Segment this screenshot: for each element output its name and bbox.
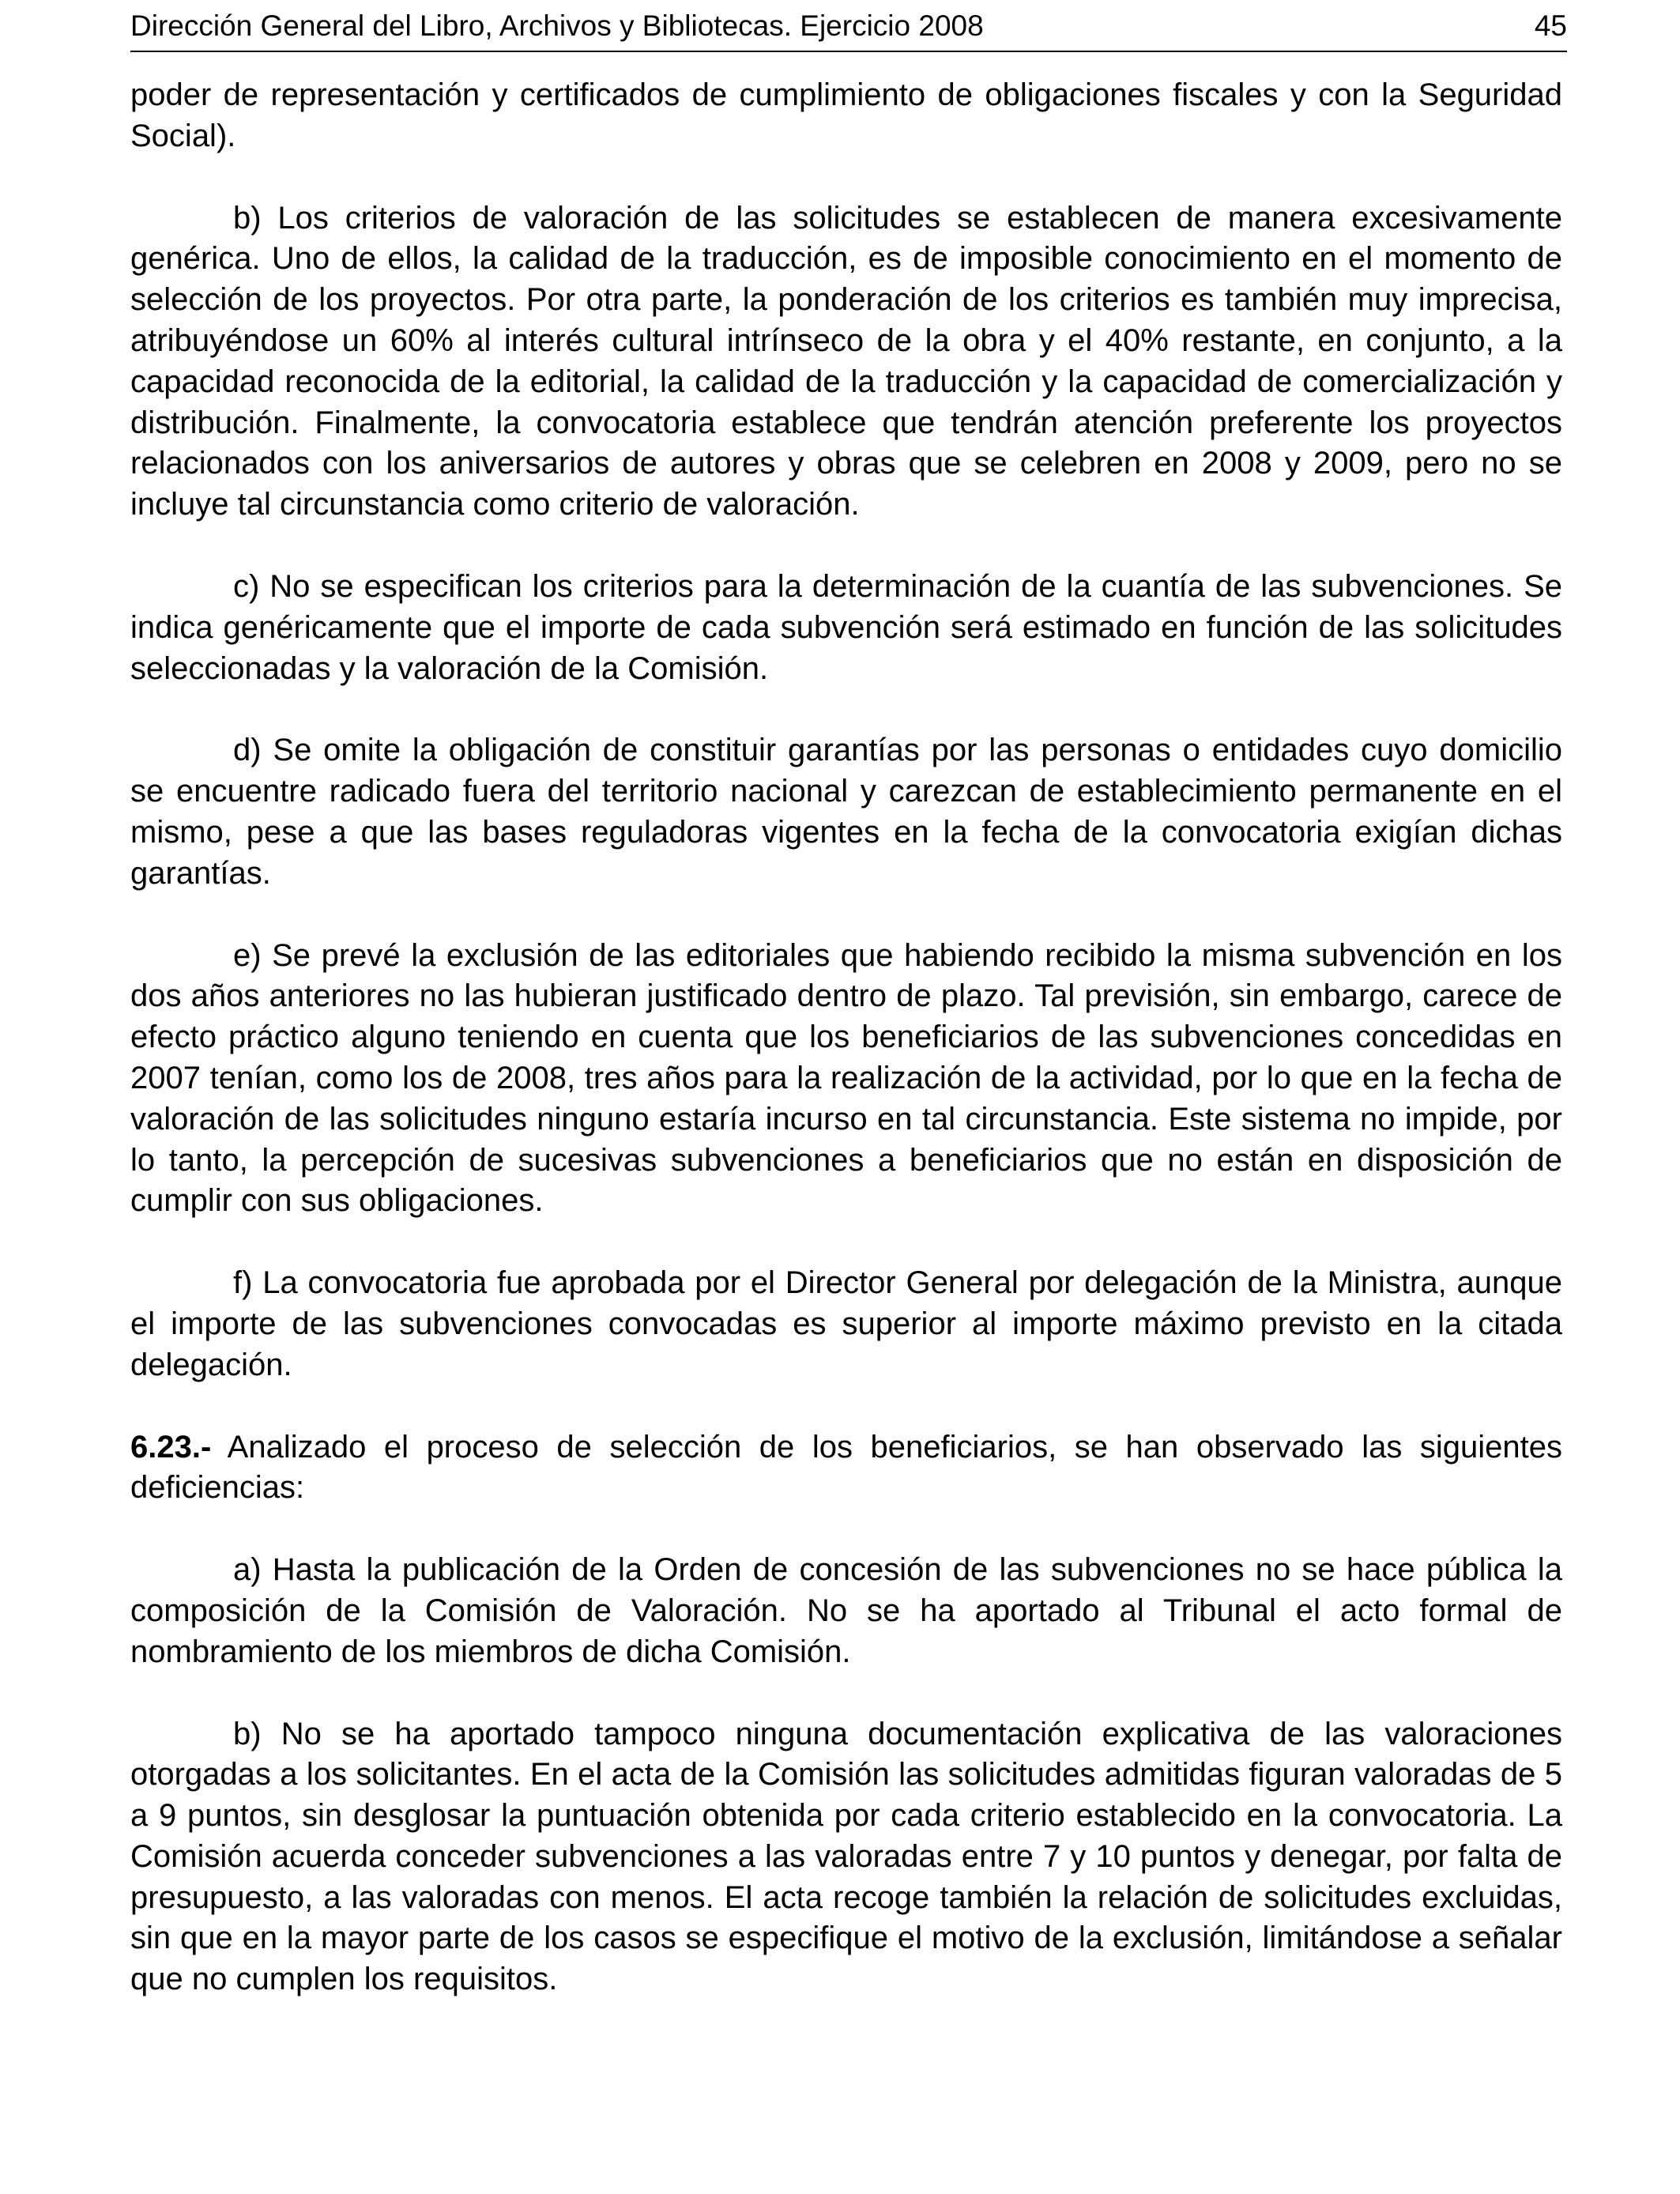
section-number: 6.23.- [130, 1429, 212, 1465]
section-text: Analizado el proceso de selección de los beneficiarios, se han observado las siguientes deficiencias: [130, 1429, 1562, 1506]
paragraph-b-criteria: b) Los criterios de valoración de las solicitudes se establecen de manera excesivamente genérica. Uno de ellos, la calidad de la traducción, es de imposible conocimiento en el momento de selección de los proyectos. Por otra parte, la ponderación de los criterios es también muy imprecisa, atribuyéndose un 60% al interés cultural intrínseco de la obra y el 40% restante, en conjunto, a la capacidad reconocida de la editorial, la calidad de la traducción y la capacidad de comercialización y distribución. Finalmente, la convocatoria establece que tendrán atención preferente los proyectos relacionados con los aniversarios de autores y obras que se celebren en 2008 y 2009, pero no se incluye tal circunstancia como criterio de valoración. [130, 200, 1562, 522]
paragraph-f-approval: f) La convocatoria fue aprobada por el Director General por delegación de la Ministra, aunque el importe de las subvenciones convocadas es superior al importe máximo previsto en la citada delegación. [130, 1265, 1562, 1382]
header-title: Dirección General del Libro, Archivos y Bibliotecas. Ejercicio 2008 [130, 9, 984, 42]
paragraph-b-documentation: b) No se ha aportado tampoco ninguna documentación explicativa de las valoraciones otorgadas a los solicitantes. En el acta de la Comisión las solicitudes admitidas figuran valoradas de 5 a 9 puntos, sin desglosar la puntuación obtenida por cada criterio establecido en la convocatoria. La Comisión acuerda conceder subvenciones a las valoradas entre 7 y 10 puntos y denegar, por falta de presupuesto, a las valoradas con menos. El acta recoge también la relación de solicitudes excluidas, sin que en la mayor parte de los casos se especifique el motivo de la exclusión, limitándose a señalar que no cumplen los requisitos. [130, 1716, 1562, 1997]
paragraph-c-amounts: c) No se especifican los criterios para la determinación de la cuantía de las subvenciones. Se indica genéricamente que el importe de cada subvención será estimado en función de las solicitudes seleccionadas y la valoración de la Comisión. [130, 568, 1562, 686]
body-text [130, 75, 1562, 2041]
paragraph-d-guarantees: d) Se omite la obligación de constituir garantías por las personas o entidades cuyo domicilio se encuentre radicado fuera del territorio nacional y carezcan de establecimiento permanente en el mismo, pese a que las bases reguladoras vigentes en la fecha de la convocatoria exigían dichas garantías. [130, 733, 1562, 891]
paragraph-section-6-23 [130, 1427, 1562, 1510]
page-number: 45 [1534, 9, 1567, 42]
paragraph-continuation: poder de representación y certificados de cumplimiento de obligaciones fiscales y con la Seguridad Social). [130, 77, 1562, 153]
paragraph-a-commission: a) Hasta la publicación de la Orden de concesión de las subvenciones no se hace pública la composición de la Comisión de Valoración. No se ha aportado al Tribunal el acto formal de nombramiento de los miembros de dicha Comisión. [130, 1552, 1562, 1669]
page-header [130, 6, 1567, 52]
paragraph-e-exclusion: e) Se prevé la exclusión de las editoriales que habiendo recibido la misma subvención en los dos años anteriores no las hubieran justificado dentro de plazo. Tal previsión, sin embargo, carece de efecto práctico alguno teniendo en cuenta que los beneficiarios de las subvenciones concedidas en 2007 tenían, como los de 2008, tres años para la realización de la actividad, por lo que en la fecha de valoración de las solicitudes ninguno estaría incurso en tal circunstancia. Este sistema no impide, por lo tanto, la percepción de sucesivas subvenciones a beneficiarios que no están en disposición de cumplir con sus obligaciones. [130, 937, 1562, 1219]
